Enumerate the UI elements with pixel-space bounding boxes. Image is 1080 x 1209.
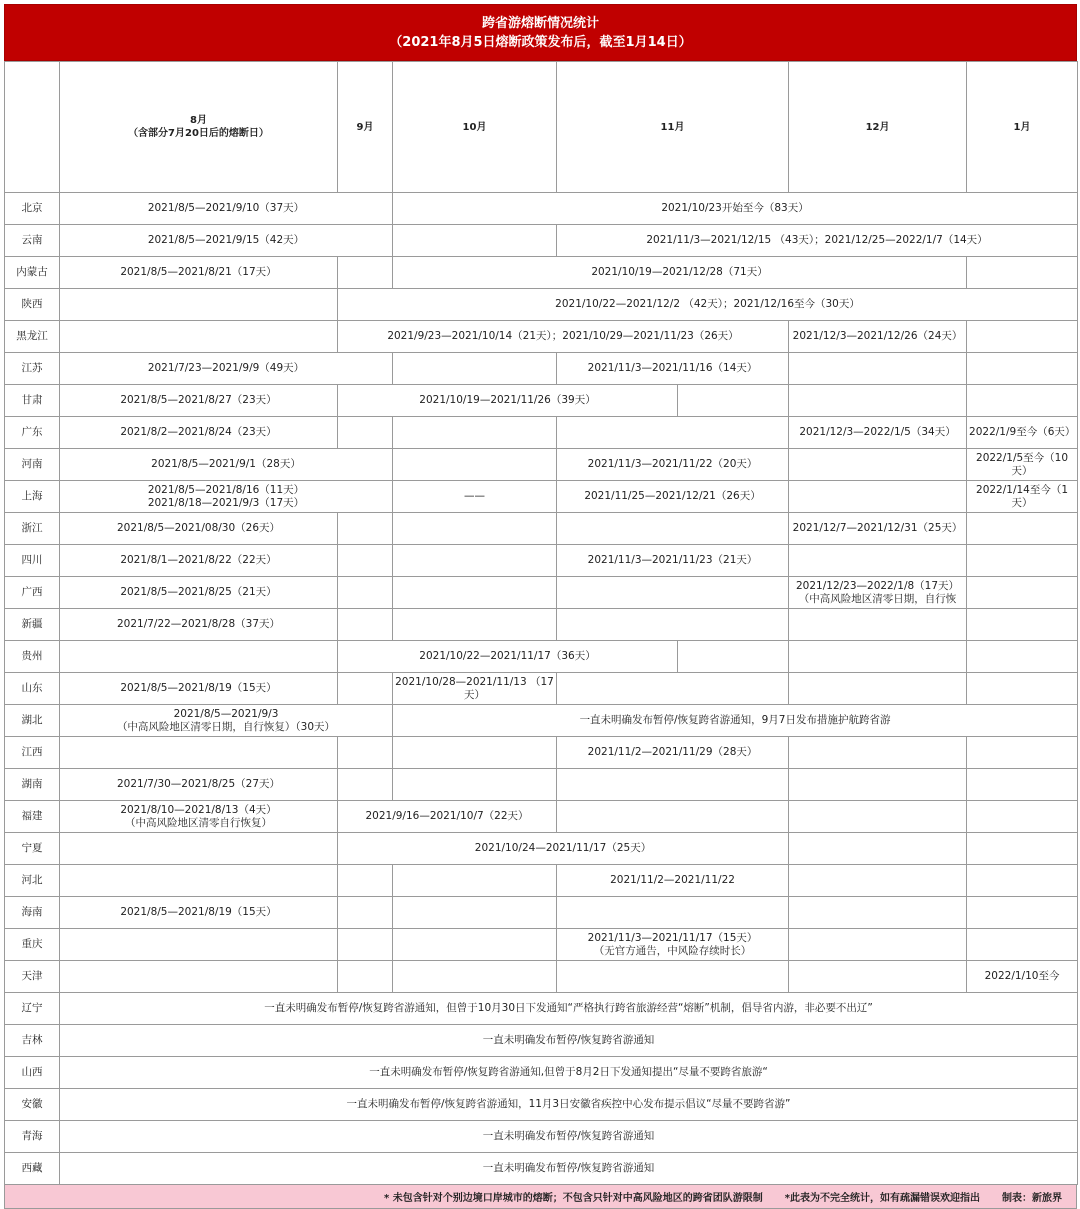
- period-text: 2021/8/5—2021/8/19（15天）: [120, 906, 277, 918]
- period-cell: [338, 577, 393, 609]
- period-text: 2021/8/5—2021/8/27（23天）: [120, 394, 277, 406]
- title-line-2: （2021年8月5日熔断政策发布后，截至1月14日）: [389, 34, 692, 50]
- period-text: 一直未明确发布暂停/恢复跨省游通知,但曾于8月2日下发通知提出“尽量不要跨省旅游“: [369, 1066, 768, 1078]
- province-name: 青海: [5, 1121, 60, 1153]
- province-name: 安徽: [5, 1089, 60, 1121]
- province-name: 山东: [5, 673, 60, 705]
- period-cell: [967, 801, 1078, 833]
- period-cell: [967, 257, 1078, 289]
- period-text: 2021/11/2—2021/11/29（28天）: [587, 746, 758, 758]
- period-cell: [60, 385, 338, 417]
- period-cell: [557, 801, 789, 833]
- period-text: 2021/7/22—2021/8/28（37天）: [116, 618, 281, 630]
- period-text: 2021/11/3—2021/12/15 （43天）；2021/12/25—2022/1/7（14天）: [646, 234, 988, 246]
- period-cell: [60, 801, 338, 833]
- period-cell: [60, 769, 338, 801]
- province-name: 四川: [5, 545, 60, 577]
- period-cell: [789, 577, 967, 609]
- period-cell: [338, 737, 393, 769]
- period-text: 2021/8/18—2021/9/3（17天）: [147, 496, 305, 509]
- period-cell: [60, 897, 338, 929]
- footer-note-2: *此表为不完全统计，如有疏漏错误欢迎指出: [784, 1193, 980, 1204]
- period-cell: [557, 609, 789, 641]
- period-text: 2021/10/28—2021/11/13 （17: [395, 675, 554, 688]
- table-row: [5, 769, 1078, 801]
- period-text: 一直未明确发布暂停/恢复跨省游通知，11月3日安徽省疾控中心发布提示倡议“尽量不要跨省游”: [346, 1098, 791, 1110]
- province-name: 甘肃: [5, 385, 60, 417]
- period-cell: [338, 289, 1078, 321]
- period-cell: [967, 513, 1078, 545]
- period-text: 2021/10/22—2021/11/17（36天）: [419, 650, 596, 662]
- header-row: [5, 62, 1078, 193]
- province-name: 西藏: [5, 1153, 60, 1185]
- period-text: 2021/8/5—2021/8/25（21天）: [120, 586, 277, 598]
- period-cell: [789, 353, 967, 385]
- period-cell: [557, 481, 789, 513]
- period-cell: [338, 865, 393, 897]
- period-cell: [967, 737, 1078, 769]
- period-cell: [60, 961, 338, 993]
- province-name: 重庆: [5, 929, 60, 961]
- period-cell: [789, 417, 967, 449]
- period-cell: [967, 929, 1078, 961]
- period-cell: [338, 801, 557, 833]
- table-row: [5, 353, 1078, 385]
- period-cell: [789, 449, 967, 481]
- period-cell: [557, 897, 789, 929]
- period-cell: [60, 705, 393, 737]
- period-cell: [967, 417, 1078, 449]
- table-row: [5, 1057, 1078, 1089]
- period-cell: [967, 609, 1078, 641]
- period-cell: [557, 929, 789, 961]
- period-cell: [789, 641, 967, 673]
- period-text: 2021/10/19—2021/11/26（39天）: [419, 394, 596, 406]
- province-name: 吉林: [5, 1025, 60, 1057]
- table-row: [5, 513, 1078, 545]
- period-cell: [338, 385, 678, 417]
- period-cell: [678, 385, 789, 417]
- period-cell: [338, 609, 393, 641]
- period-text: 2021/8/10—2021/8/13（4天）: [120, 803, 277, 816]
- province-name: 贵州: [5, 641, 60, 673]
- footer-credit: 制表：新旅界: [1002, 1193, 1062, 1204]
- table-row: [5, 801, 1078, 833]
- period-cell: [393, 417, 557, 449]
- period-text: 2022/1/9至今（6天）: [969, 426, 1076, 438]
- table-row: [5, 1025, 1078, 1057]
- period-text: 天）: [464, 688, 485, 701]
- period-cell: [60, 193, 393, 225]
- period-cell: [789, 897, 967, 929]
- table-title: [4, 4, 1077, 61]
- period-text: ——: [464, 490, 485, 502]
- province-name: 河南: [5, 449, 60, 481]
- period-cell: [789, 481, 967, 513]
- period-cell: [393, 961, 557, 993]
- period-text: 2021/8/5—2021/08/30（26天）: [116, 522, 281, 534]
- period-cell: [789, 865, 967, 897]
- table-row: [5, 641, 1078, 673]
- period-cell: [789, 769, 967, 801]
- period-cell: [393, 513, 557, 545]
- table-row: [5, 961, 1078, 993]
- period-text: 2021/11/2—2021/11/22: [610, 874, 735, 886]
- header-dec: 12月: [789, 62, 967, 193]
- period-cell: [393, 481, 557, 513]
- period-cell: [967, 545, 1078, 577]
- period-text: 2021/9/16—2021/10/7（22天）: [365, 810, 529, 822]
- period-cell: [967, 481, 1078, 513]
- province-name: 北京: [5, 193, 60, 225]
- period-cell: [60, 353, 393, 385]
- period-text: 2021/11/25—2021/12/21（26天）: [584, 490, 761, 502]
- period-cell: [967, 321, 1078, 353]
- table-row: [5, 865, 1078, 897]
- period-text: 2021/12/7—2021/12/31（25天）: [792, 522, 963, 534]
- table-row: [5, 481, 1078, 513]
- period-cell: [60, 1089, 1078, 1121]
- table-row: [5, 1153, 1078, 1185]
- period-cell: [967, 449, 1078, 481]
- period-cell: [338, 929, 393, 961]
- period-cell: [60, 737, 338, 769]
- period-cell: [393, 929, 557, 961]
- period-cell: [338, 897, 393, 929]
- period-cell: [789, 673, 967, 705]
- period-cell: [789, 929, 967, 961]
- table-row: [5, 1121, 1078, 1153]
- period-cell: [789, 385, 967, 417]
- header-jan: 1月: [967, 62, 1078, 193]
- table-row: [5, 321, 1078, 353]
- period-cell: [60, 673, 338, 705]
- period-cell: [338, 417, 393, 449]
- period-cell: [60, 257, 338, 289]
- table-row: [5, 993, 1078, 1025]
- period-cell: [557, 545, 789, 577]
- period-cell: [60, 609, 338, 641]
- province-name: 湖南: [5, 769, 60, 801]
- period-cell: [338, 961, 393, 993]
- period-text: 一直未明确发布暂停/恢复跨省游通知: [482, 1130, 655, 1142]
- table-row: [5, 1089, 1078, 1121]
- period-text: 一直未明确发布暂停/恢复跨省游通知，9月7日发布措施护航跨省游: [579, 714, 891, 726]
- table-row: [5, 897, 1078, 929]
- period-cell: [60, 929, 338, 961]
- period-cell: [967, 673, 1078, 705]
- title-line-1: 跨省游熔断情况统计: [481, 15, 599, 31]
- period-cell: [789, 737, 967, 769]
- table-row: [5, 257, 1078, 289]
- province-name: 黑龙江: [5, 321, 60, 353]
- period-cell: [338, 545, 393, 577]
- period-cell: [789, 833, 967, 865]
- province-name: 内蒙古: [5, 257, 60, 289]
- period-cell: [393, 449, 557, 481]
- period-cell: [967, 865, 1078, 897]
- period-text: （中高风险地区清零自行恢复）: [125, 816, 272, 829]
- period-text: 2021/8/1—2021/8/22（22天）: [120, 554, 277, 566]
- period-cell: [60, 833, 338, 865]
- period-text: 2021/10/19—2021/12/28（71天）: [591, 266, 768, 278]
- table-row: [5, 609, 1078, 641]
- period-cell: [338, 641, 678, 673]
- period-cell: [789, 961, 967, 993]
- period-cell: [557, 673, 789, 705]
- province-name: 福建: [5, 801, 60, 833]
- province-name: 上海: [5, 481, 60, 513]
- period-cell: [967, 897, 1078, 929]
- footer-note-1: * 未包含针对个别边境口岸城市的熔断；不包含只针对中高风险地区的跨省团队游限制: [384, 1193, 763, 1204]
- table-row: [5, 833, 1078, 865]
- period-cell: [557, 961, 789, 993]
- province-name: 湖北: [5, 705, 60, 737]
- header-sep: 9月: [338, 62, 393, 193]
- header-oct: 10月: [393, 62, 557, 193]
- province-name: 陕西: [5, 289, 60, 321]
- table-row: [5, 929, 1078, 961]
- table-row: [5, 289, 1078, 321]
- period-cell: [393, 705, 1078, 737]
- period-cell: [393, 545, 557, 577]
- period-cell: [393, 353, 557, 385]
- period-text: 2021/8/5—2021/9/3: [173, 707, 279, 720]
- period-cell: [967, 961, 1078, 993]
- period-text: 2021/11/3—2021/11/22（20天）: [587, 458, 758, 470]
- period-text: 2021/11/3—2021/11/23（21天）: [587, 554, 758, 566]
- period-cell: [789, 321, 967, 353]
- table-body: [5, 193, 1078, 1185]
- table-row: [5, 577, 1078, 609]
- period-text: 2021/10/23开始至今（83天）: [661, 202, 809, 214]
- period-cell: [557, 417, 789, 449]
- period-cell: [338, 513, 393, 545]
- period-cell: [967, 641, 1078, 673]
- header-nov: 11月: [557, 62, 789, 193]
- province-name: 宁夏: [5, 833, 60, 865]
- period-cell: [60, 993, 1078, 1025]
- table-row: [5, 545, 1078, 577]
- period-cell: [60, 1025, 1078, 1057]
- period-cell: [789, 513, 967, 545]
- period-text: 2022/1/10至今: [984, 970, 1060, 982]
- period-cell: [557, 513, 789, 545]
- period-cell: [393, 673, 557, 705]
- table-row: [5, 673, 1078, 705]
- period-text: 2021/7/30—2021/8/25（27天）: [116, 778, 281, 790]
- period-text: 2021/11/3—2021/11/16（14天）: [587, 362, 758, 374]
- province-name: 新疆: [5, 609, 60, 641]
- period-text: 2022/1/14至今（1天）: [976, 483, 1069, 509]
- period-cell: [557, 865, 789, 897]
- province-name: 山西: [5, 1057, 60, 1089]
- period-text: 2021/9/23—2021/10/14（21天）；2021/10/29—2021/11/23（26天）: [387, 330, 739, 342]
- table-row: [5, 417, 1078, 449]
- period-cell: [967, 769, 1078, 801]
- period-cell: [338, 321, 789, 353]
- period-cell: [557, 225, 1078, 257]
- period-cell: [393, 577, 557, 609]
- period-text: 一直未明确发布暂停/恢复跨省游通知: [482, 1162, 655, 1174]
- period-text: （无官方通告，中风险存续时长）: [593, 944, 752, 957]
- period-cell: [60, 641, 338, 673]
- period-text: 2021/8/2—2021/8/24（23天）: [120, 426, 277, 438]
- table-container: [4, 4, 1077, 1209]
- period-cell: [60, 417, 338, 449]
- table-row: [5, 385, 1078, 417]
- period-cell: [393, 865, 557, 897]
- period-cell: [557, 737, 789, 769]
- period-text: 2021/8/5—2021/9/10（37天）: [147, 202, 305, 214]
- period-cell: [789, 545, 967, 577]
- period-cell: [60, 1057, 1078, 1089]
- period-cell: [967, 353, 1078, 385]
- period-cell: [557, 353, 789, 385]
- period-text: 2021/10/24—2021/11/17（25天）: [474, 842, 652, 854]
- period-cell: [967, 833, 1078, 865]
- period-cell: [789, 609, 967, 641]
- period-cell: [393, 737, 557, 769]
- period-cell: [967, 577, 1078, 609]
- province-name: 云南: [5, 225, 60, 257]
- header-province: [5, 62, 60, 193]
- period-cell: [789, 801, 967, 833]
- period-cell: [338, 257, 393, 289]
- period-text: 2021/8/5—2021/8/16（11天）: [147, 483, 305, 496]
- period-cell: [60, 513, 338, 545]
- table-footer: [4, 1185, 1077, 1209]
- table-row: [5, 705, 1078, 737]
- period-cell: [393, 257, 967, 289]
- period-cell: [338, 769, 393, 801]
- province-name: 广东: [5, 417, 60, 449]
- province-name: 辽宁: [5, 993, 60, 1025]
- period-text: 一直未明确发布暂停/恢复跨省游通知: [482, 1034, 655, 1046]
- period-cell: [557, 577, 789, 609]
- province-name: 海南: [5, 897, 60, 929]
- province-name: 江西: [5, 737, 60, 769]
- period-cell: [60, 225, 393, 257]
- period-cell: [60, 545, 338, 577]
- table-row: [5, 225, 1078, 257]
- table-row: [5, 449, 1078, 481]
- period-cell: [557, 769, 789, 801]
- period-cell: [967, 385, 1078, 417]
- period-cell: [60, 481, 393, 513]
- table-row: [5, 193, 1078, 225]
- period-text: 2021/8/5—2021/8/21（17天）: [120, 266, 277, 278]
- period-text: 2021/10/22—2021/12/2 （42天）；2021/12/16至今（30天）: [555, 298, 860, 310]
- period-cell: [60, 1153, 1078, 1185]
- province-name: 河北: [5, 865, 60, 897]
- period-cell: [557, 449, 789, 481]
- period-cell: [678, 641, 789, 673]
- period-cell: [338, 673, 393, 705]
- period-text: （中高风险地区清零日期，自行恢: [798, 592, 957, 605]
- period-cell: [338, 833, 789, 865]
- period-cell: [393, 609, 557, 641]
- period-cell: [393, 193, 1078, 225]
- province-name: 浙江: [5, 513, 60, 545]
- circuit-breaker-table: [4, 61, 1078, 1185]
- header-aug: 8月 （含部分7月20日后的熔断日）: [60, 62, 338, 193]
- period-cell: [60, 321, 338, 353]
- table-row: [5, 737, 1078, 769]
- period-text: 一直未明确发布暂停/恢复跨省游通知，但曾于10月30日下发通知“严格执行跨省旅游经营“熔断”机制，倡导省内游，非必要不出辽”: [264, 1002, 873, 1014]
- period-text: 2021/12/3—2021/12/26（24天）: [792, 330, 963, 342]
- province-name: 广西: [5, 577, 60, 609]
- period-text: 2021/12/23—2022/1/8（17天）: [796, 579, 960, 592]
- province-name: 天津: [5, 961, 60, 993]
- period-text: （中高风险地区清零日期，自行恢复）（30天）: [116, 720, 336, 733]
- period-cell: [393, 225, 557, 257]
- period-cell: [60, 289, 338, 321]
- province-name: 江苏: [5, 353, 60, 385]
- period-cell: [60, 577, 338, 609]
- period-text: 2021/7/23—2021/9/9（49天）: [147, 362, 305, 374]
- period-cell: [60, 1121, 1078, 1153]
- period-text: 2022/1/5至今（10天）: [976, 451, 1069, 477]
- period-text: 2021/8/5—2021/9/15（42天）: [147, 234, 305, 246]
- period-cell: [393, 769, 557, 801]
- period-text: 2021/8/5—2021/8/19（15天）: [120, 682, 277, 694]
- period-cell: [393, 897, 557, 929]
- period-text: 2021/12/3—2022/1/5（34天）: [799, 426, 956, 438]
- period-cell: [60, 449, 393, 481]
- period-text: 2021/11/3—2021/11/17（15天）: [587, 931, 758, 944]
- period-text: 2021/8/5—2021/9/1（28天）: [151, 458, 301, 470]
- period-cell: [60, 865, 338, 897]
